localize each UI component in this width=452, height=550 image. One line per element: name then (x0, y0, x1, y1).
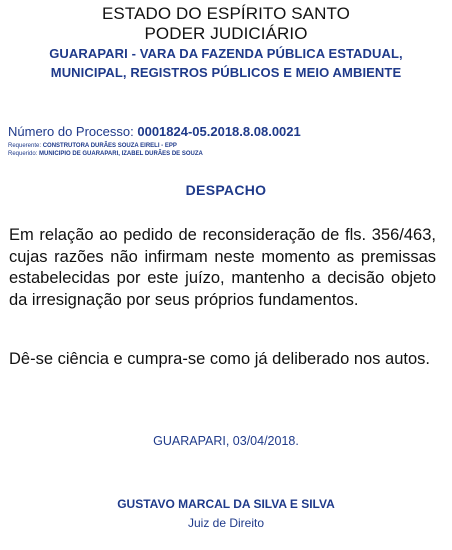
header-unit-line1: GUARAPARI - VARA DA FAZENDA PÚBLICA ESTADUAL, (49, 46, 403, 61)
header-court: PODER JUDICIÁRIO (144, 24, 308, 43)
party-requerente (8, 143, 177, 150)
body-paragraph: Dê-se ciência e cumpra-se como já deliberado nos autos. (9, 350, 430, 368)
header-unit-line2: MUNICIPAL, REGISTROS PÚBLICOS E MEIO AMBIENTE (50, 65, 402, 80)
body-paragraph: Em relação ao pedido de reconsideração de fls. 356/463, cujas razões não infirmam neste momento as premissas estabelecidas por este juízo, mantenho a decisão objeto da irresignação por seus próprios fundamentos. (9, 226, 436, 309)
party-requerido (8, 151, 203, 158)
process-number-line (8, 124, 301, 139)
place-date: GUARAPARI, 03/04/2018. (153, 434, 299, 448)
header-state: ESTADO DO ESPÍRITO SANTO (101, 4, 350, 23)
party-name: MUNICIPIO DE GUARAPARI, IZABEL DURÃES DE SOUZA (39, 151, 203, 157)
signer-name: GUSTAVO MARCAL DA SILVA E SILVA (117, 497, 335, 511)
process-label: Número do Processo: (8, 124, 134, 139)
party-role: Requerido: (8, 151, 38, 157)
document-title: DESPACHO (185, 182, 267, 198)
signer-role: Juiz de Direito (187, 516, 265, 530)
process-number: 0001824-05.2018.8.08.0021 (137, 124, 301, 139)
party-name: CONSTRUTORA DURÃES SOUZA EIRELI - EPP (42, 143, 177, 149)
party-role: Requerente: (8, 143, 42, 149)
